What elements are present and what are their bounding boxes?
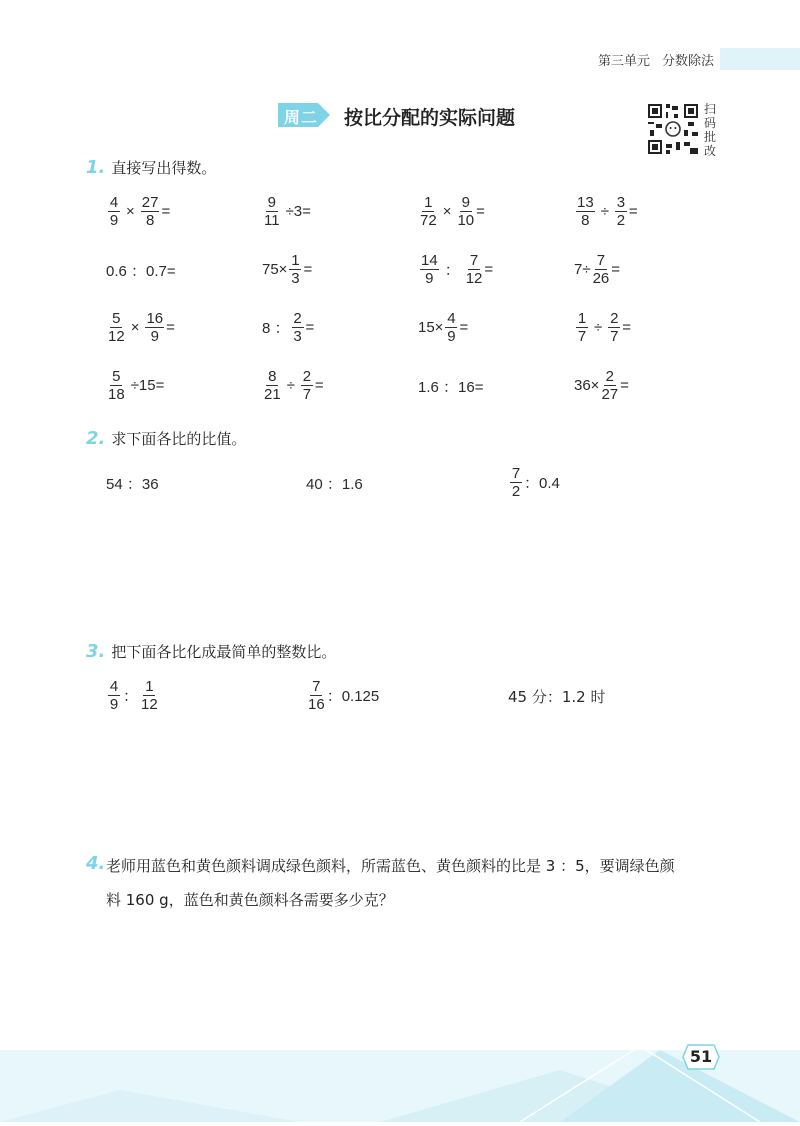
denominator: 3 (293, 328, 302, 345)
fraction (576, 311, 588, 344)
denominator: 8 (145, 212, 155, 229)
day-label: 周二 (284, 108, 319, 127)
q1-item (574, 195, 638, 228)
denominator: 12 (141, 696, 158, 713)
header-band (720, 48, 800, 70)
math-text: ： (444, 262, 460, 279)
q3-item (106, 679, 160, 712)
math-text: ÷3= (285, 203, 311, 220)
numerator: 7 (469, 252, 479, 269)
denominator: 9 (150, 328, 159, 345)
question-number: 1 (86, 157, 99, 178)
scan-char: 码 (703, 116, 716, 130)
scan-to-grade-label (702, 102, 718, 158)
fraction (608, 311, 620, 344)
denominator: 18 (108, 386, 125, 403)
numerator: 1 (424, 194, 433, 211)
numerator: 1 (291, 252, 300, 269)
denominator: 3 (291, 270, 300, 287)
denominator: 12 (465, 270, 483, 287)
numerator: 1 (577, 310, 587, 327)
q1-item (418, 195, 485, 228)
question-4-number: 4. (86, 853, 106, 874)
q4-line-1: 老师用蓝色和黄色颜料调成绿色颜料，所需蓝色、黄色颜料的比是 3 ：5，要调绿色颜 (106, 857, 675, 875)
math-text: = (314, 377, 324, 394)
math-text: = (484, 261, 494, 278)
denominator: 72 (420, 212, 437, 229)
numerator: 4 (109, 194, 119, 211)
math-text: = (303, 261, 313, 278)
numerator: 3 (616, 194, 626, 211)
math-text: ：0.125 (326, 688, 380, 705)
math-text: 40 ：1.6 (306, 475, 363, 493)
numerator: 13 (577, 194, 594, 211)
math-text: = (476, 203, 485, 220)
q1-item (574, 253, 620, 286)
fraction (308, 679, 325, 712)
question-text: 把下面各比化成最简单的整数比。 (111, 643, 337, 661)
math-text: 1.6 ：16= (418, 378, 484, 396)
numerator: 7 (312, 678, 321, 695)
fraction (145, 311, 164, 344)
page-number: 51 (689, 1047, 713, 1066)
q1-item (106, 253, 176, 287)
numerator: 16 (146, 310, 164, 327)
math-text: = (628, 203, 638, 220)
denominator: 7 (577, 328, 587, 345)
fraction (601, 369, 618, 402)
fraction (141, 195, 160, 228)
math-text: 15× (418, 319, 444, 336)
question-number: 2 (86, 428, 99, 449)
numerator: 7 (511, 465, 521, 482)
math-text: 7÷ (574, 261, 591, 278)
denominator: 11 (264, 212, 280, 229)
q1-item (106, 195, 170, 228)
q1-item (262, 369, 324, 402)
math-text: = (459, 319, 469, 336)
math-text: × (126, 203, 135, 220)
fraction (420, 253, 439, 286)
math-text: ÷ (600, 203, 609, 220)
denominator: 9 (109, 212, 119, 229)
denominator: 12 (108, 328, 125, 345)
fraction (289, 253, 301, 286)
q2-item (508, 466, 560, 499)
fraction (292, 311, 304, 344)
math-text: ÷15= (130, 377, 165, 394)
numerator: 1 (145, 678, 154, 695)
math-text: 36× (574, 377, 600, 394)
q1-item (574, 311, 631, 344)
fraction (510, 466, 522, 499)
math-text: 54 ：36 (106, 475, 159, 493)
fraction (301, 369, 313, 402)
math-text: ÷ (594, 319, 603, 336)
fraction (141, 679, 158, 712)
denominator: 16 (308, 696, 325, 713)
question-3-heading (86, 641, 336, 662)
qr-code-icon[interactable] (648, 104, 698, 154)
day-tag (278, 103, 330, 127)
numerator: 7 (596, 252, 606, 269)
q1-item (106, 369, 168, 402)
fraction (108, 195, 120, 228)
numerator: 2 (610, 310, 619, 327)
fraction (457, 195, 474, 228)
math-text: 8 ： (262, 320, 290, 337)
q1-item (106, 311, 175, 344)
math-text: = (166, 319, 175, 336)
topic-label: 分数除法 (662, 54, 715, 69)
q3-item (508, 679, 605, 713)
question-text: 直接写出得数。 (111, 159, 217, 177)
fraction (445, 311, 457, 344)
q2-item (306, 466, 363, 500)
fraction (576, 195, 595, 228)
numerator: 2 (302, 368, 312, 385)
scan-char: 批 (703, 130, 716, 144)
denominator: 9 (109, 696, 119, 713)
question-text: 求下面各比的比值。 (111, 430, 247, 448)
question-dot: . (98, 157, 106, 178)
numerator: 2 (605, 368, 614, 385)
denominator: 8 (581, 212, 590, 229)
question-1-heading (86, 157, 216, 178)
question-number: 4 (86, 853, 99, 874)
denominator: 2 (616, 212, 626, 229)
fraction (264, 369, 281, 402)
q1-item (418, 369, 483, 403)
header-unit-title (598, 50, 726, 69)
fraction (108, 369, 125, 402)
fraction (108, 679, 120, 712)
question-2-heading (86, 428, 246, 449)
numerator: 5 (112, 310, 121, 327)
math-text: 0.6 ：0.7= (106, 262, 176, 280)
numerator: 14 (421, 252, 438, 269)
math-text: × (442, 203, 452, 220)
unit-label: 第三单元 (598, 54, 651, 69)
math-text: ÷ (286, 377, 295, 394)
numerator: 2 (293, 310, 302, 327)
fraction (108, 311, 125, 344)
math-text: ：0.4 (524, 475, 560, 492)
fraction (466, 253, 483, 286)
math-text: = (305, 319, 315, 336)
q4-line-2: 料 160 g，蓝色和黄色颜料各需要多少克？ (106, 891, 394, 909)
q1-item (574, 369, 629, 402)
q1-item (418, 311, 468, 344)
denominator: 9 (425, 270, 434, 287)
numerator: 5 (112, 368, 121, 385)
fraction (264, 195, 280, 228)
math-text: = (622, 319, 631, 336)
math-text: × (130, 319, 140, 336)
numerator: 8 (268, 368, 277, 385)
math-text: = (161, 203, 171, 220)
numerator: 9 (461, 194, 470, 211)
denominator: 9 (447, 328, 456, 345)
math-text: 75× (262, 261, 288, 278)
scan-char: 改 (703, 144, 716, 158)
denominator: 7 (610, 328, 619, 345)
math-text: = (611, 261, 621, 278)
denominator: 7 (302, 386, 312, 403)
question-dot: . (98, 428, 106, 449)
numerator: 4 (109, 678, 119, 695)
numerator: 9 (267, 194, 276, 211)
numerator: 27 (141, 194, 159, 211)
numerator: 4 (447, 310, 456, 327)
math-text: 45 分：1.2 时 (508, 687, 606, 706)
fraction (420, 195, 437, 228)
denominator: 21 (264, 386, 281, 403)
math-text: = (620, 377, 629, 394)
denominator: 26 (592, 270, 610, 287)
denominator: 10 (457, 212, 475, 229)
denominator: 27 (601, 386, 619, 403)
footer-decoration (0, 1050, 800, 1122)
page-title: 按比分配的实际问题 (344, 107, 516, 129)
scan-char: 扫 (703, 102, 716, 116)
q1-item (262, 253, 312, 286)
q1-item (418, 253, 493, 286)
denominator: 2 (511, 483, 521, 500)
question-number: 3 (86, 641, 99, 662)
question-4-text (106, 851, 726, 915)
fraction (615, 195, 627, 228)
question-dot: . (98, 641, 106, 662)
q1-item (262, 195, 315, 228)
q2-item (106, 466, 159, 500)
q1-item (262, 311, 314, 344)
q3-item (306, 679, 379, 712)
fraction (593, 253, 610, 286)
page-number-badge (682, 1043, 720, 1071)
math-text: ： (123, 688, 139, 705)
